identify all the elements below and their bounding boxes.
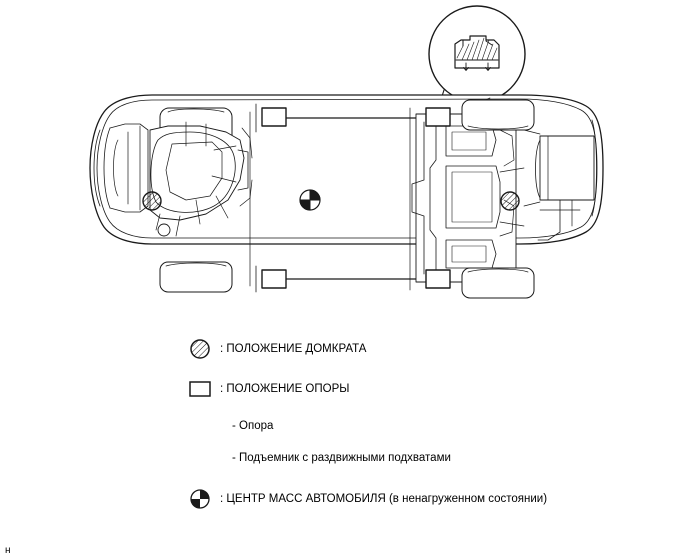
corner-mark: н [5, 545, 11, 556]
legend-label-support: : ПОЛОЖЕНИЕ ОПОРЫ [220, 383, 350, 395]
legend-subitem-support-stand: - Опора [232, 420, 274, 432]
support-marker-front-right [426, 108, 450, 126]
legend-item-center-of-mass [180, 486, 680, 512]
legend-item-support [180, 376, 680, 402]
legend-label-jack: : ПОЛОЖЕНИЕ ДОМКРАТА [220, 343, 367, 355]
jack-symbol-icon [180, 336, 220, 362]
legend-item-jack [180, 336, 680, 362]
jack-marker-left [143, 192, 161, 210]
legend [180, 336, 680, 514]
rear-left-wheelhouse [160, 262, 232, 292]
front-right-wheelhouse [462, 100, 534, 130]
jack-marker-right [501, 192, 519, 210]
support-marker-front-left [262, 108, 286, 126]
center-of-mass-symbol-icon [180, 486, 220, 512]
legend-label-center-of-mass: : ЦЕНТР МАСС АВТОМОБИЛЯ (в ненагруженном состоянии) [220, 493, 548, 505]
support-symbol-icon [180, 376, 220, 402]
support-marker-rear-right [426, 270, 450, 288]
rear-right-wheelhouse [462, 268, 534, 298]
support-marker-rear-left [262, 270, 286, 288]
center-of-mass-marker [300, 190, 320, 210]
legend-subitem-lift: - Подъемник с раздвижными подхватами [232, 452, 451, 464]
